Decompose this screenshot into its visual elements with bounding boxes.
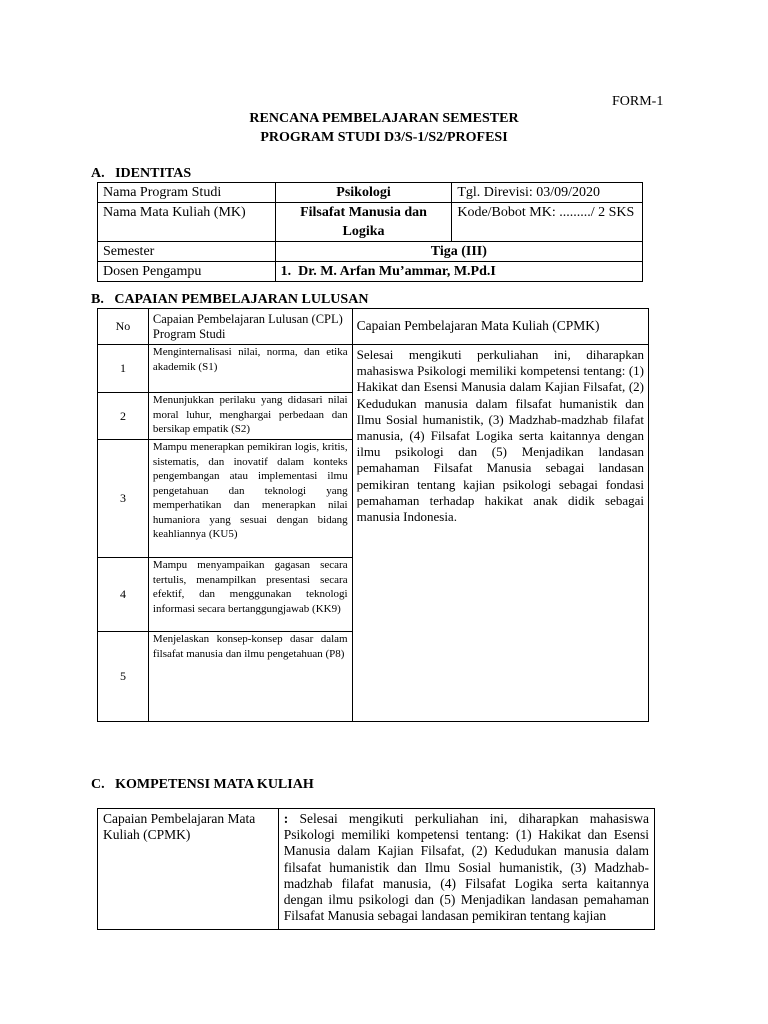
- row-number: 3: [98, 440, 149, 558]
- form-number: FORM-1: [612, 94, 664, 109]
- section-c-heading: C. KOMPETENSI MATA KULIAH: [91, 777, 314, 792]
- cpmk-description-text: Selesai mengikuti perkuliahan ini, diharapkan mahasiswa Psikologi memiliki kompetensi tentang: (1) Hakikat dan Esensi Manusia dalam Kajian Filsafat, (2) Kedudukan manusia dalam filsafat humanistik dan Ilmu Sosial humanistik, (3) Madzhab-madzhab filafat manusia, (4) Filsafat Logika serta kaitannya dengan ilmu psikologi dan (5) Menjadikan landasan pemahaman Filsafat Manusia sebagai landasan pemikiran tentang kajian: [283, 811, 649, 924]
- course-name-label: Nama Mata Kuliah (MK): [98, 203, 276, 242]
- cpl-text: Mampu menerapkan pemikiran logis, kritis, sistematis, dan inovatif dalam konteks pengembangan atau implementasi ilmu pengetahuan dan teknologi yang memperhatikan dan menerapkan nilai humaniora yang sesuai dengan bidang keahliannya (KU5): [148, 440, 352, 558]
- course-name-value: Filsafat Manusia dan Logika: [275, 203, 452, 242]
- table-row: [98, 203, 643, 242]
- document-title: RENCANA PEMBELAJARAN SEMESTER: [249, 111, 519, 126]
- table-row: [98, 345, 649, 393]
- colon-separator: :: [283, 811, 289, 826]
- cpmk-text: Selesai mengikuti perkuliahan ini, diharapkan mahasiswa Psikologi memiliki kompetensi tentang: (1) Hakikat dan Esensi Manusia dalam Kajian Filsafat, (2) Kedudukan manusia dalam filsafat humanistik dan Ilmu Sosial humanistik, (3) Madzhab-madzhab filafat manusia, (4) Filsafat Logika serta kaitannya dengan ilmu psikologi dan (5) Menjadikan landasan pemahaman Filsafat Manusia sebagai landasan pemikiran tentang kajian psikologi sebagai fondasi pemahaman terhadap hakikat anak didik sebagai manusia Indonesia.: [352, 345, 648, 722]
- revision-date: Tgl. Direvisi: 03/09/2020: [452, 183, 643, 203]
- prodi-label: Nama Program Studi: [98, 183, 276, 203]
- row-number: 1: [98, 345, 149, 393]
- prodi-value: Psikologi: [275, 183, 452, 203]
- table-row: [98, 262, 643, 282]
- col-header-no: No: [98, 309, 149, 345]
- section-b-heading: B. CAPAIAN PEMBELAJARAN LULUSAN: [91, 292, 369, 307]
- col-header-cpmk: Capaian Pembelajaran Mata Kuliah (CPMK): [352, 309, 648, 345]
- semester-label: Semester: [98, 242, 276, 262]
- row-number: 2: [98, 393, 149, 440]
- cpl-text: Menjelaskan konsep-konsep dasar dalam filsafat manusia dan ilmu pengetahuan (P8): [148, 632, 352, 722]
- table-row: [98, 809, 655, 930]
- row-number: 4: [98, 558, 149, 632]
- document-subtitle: PROGRAM STUDI D3/S-1/S2/PROFESI: [260, 130, 508, 145]
- cpl-text: Menginternalisasi nilai, norma, dan etika akademik (S1): [148, 345, 352, 393]
- lecturer-value: 1. Dr. M. Arfan Mu’ammar, M.Pd.I: [275, 262, 642, 282]
- table-row: [98, 242, 643, 262]
- cpmk-label: Capaian Pembelajaran Mata Kuliah (CPMK): [98, 809, 279, 930]
- col-header-cpl: Capaian Pembelajaran Lulusan (CPL) Program Studi: [148, 309, 352, 345]
- lecturer-label: Dosen Pengampu: [98, 262, 276, 282]
- course-code-weight: Kode/Bobot MK: ........./ 2 SKS: [452, 203, 643, 242]
- row-number: 5: [98, 632, 149, 722]
- cpmk-description: [278, 809, 654, 930]
- table-header-row: [98, 309, 649, 345]
- table-row: [98, 183, 643, 203]
- identity-table: [97, 182, 643, 282]
- competency-table: [97, 808, 655, 930]
- learning-outcomes-table: [97, 308, 649, 722]
- semester-value: Tiga (III): [275, 242, 642, 262]
- cpl-text: Menunjukkan perilaku yang didasari nilai moral luhur, menghargai perbedaan dan bersikap empatik (S2): [148, 393, 352, 440]
- cpl-text: Mampu menyampaikan gagasan secara tertulis, menampilkan presentasi secara efektif, dan menggunakan teknologi informasi secara bertanggungjawab (KK9): [148, 558, 352, 632]
- section-a-heading: A. IDENTITAS: [91, 166, 192, 181]
